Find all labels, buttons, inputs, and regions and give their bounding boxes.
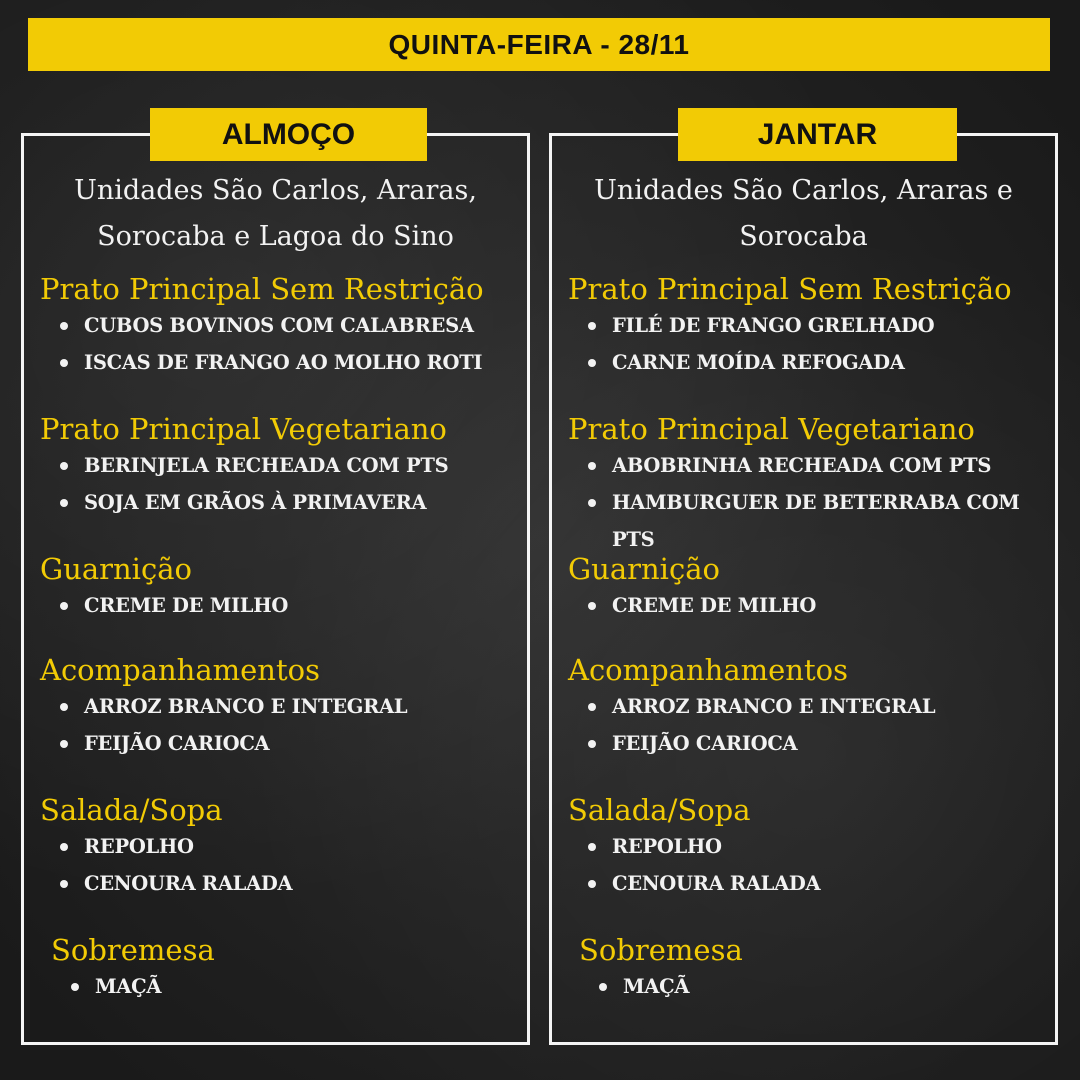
lunch-panel xyxy=(21,117,530,1045)
menu-item xyxy=(579,968,1045,1005)
menu-list xyxy=(40,447,517,521)
menu-item-label: BERINJELA RECHEADA COM PTS xyxy=(84,454,449,477)
section-title: Acompanhamentos xyxy=(568,653,848,687)
lunch-section-accompaniments xyxy=(40,652,517,762)
menu-item xyxy=(568,828,1045,865)
menu-item xyxy=(40,725,517,762)
date-title: QUINTA-FEIRA - 28/11 xyxy=(388,28,690,60)
lunch-units-line: Unidades São Carlos, Araras, xyxy=(74,175,477,206)
menu-item xyxy=(40,587,517,624)
dinner-section-side xyxy=(568,551,1045,624)
menu-item xyxy=(40,307,517,344)
dinner-units xyxy=(552,168,1055,260)
menu-item-label: CENOURA RALADA xyxy=(84,872,293,895)
menu-item xyxy=(568,447,1045,484)
menu-item-label: SOJA EM GRÃOS À PRIMAVERA xyxy=(84,491,427,514)
lunch-section-side xyxy=(40,551,517,624)
lunch-section-main xyxy=(40,271,517,381)
dinner-units-line: Unidades São Carlos, Araras e xyxy=(594,175,1013,206)
bullet-icon xyxy=(599,983,607,991)
section-title: Salada/Sopa xyxy=(40,793,223,827)
lunch-tab xyxy=(150,108,427,161)
section-title: Salada/Sopa xyxy=(568,793,751,827)
menu-list xyxy=(40,307,517,381)
menu-item-label: ABOBRINHA RECHEADA COM PTS xyxy=(612,454,992,477)
menu-list xyxy=(40,587,517,624)
menu-item-label: ARROZ BRANCO E INTEGRAL xyxy=(612,695,936,718)
menu-item xyxy=(40,828,517,865)
dinner-section-salad xyxy=(568,792,1045,902)
menu-item-label: CREME DE MILHO xyxy=(84,594,289,617)
bullet-icon xyxy=(60,462,68,470)
menu-item xyxy=(40,344,517,381)
dinner-panel xyxy=(549,117,1058,1045)
section-title: Guarnição xyxy=(40,552,192,586)
menu-list xyxy=(568,447,1045,558)
bullet-icon xyxy=(60,740,68,748)
dinner-section-main xyxy=(568,271,1045,381)
menu-item xyxy=(568,587,1045,624)
menu-list xyxy=(579,968,1045,1005)
menu-item xyxy=(568,688,1045,725)
section-title: Prato Principal Vegetariano xyxy=(40,412,447,446)
menu-item xyxy=(40,688,517,725)
bullet-icon xyxy=(588,703,596,711)
menu-item-label: MAÇÃ xyxy=(95,975,162,998)
bullet-icon xyxy=(588,880,596,888)
bullet-icon xyxy=(588,843,596,851)
menu-item-label: REPOLHO xyxy=(612,835,722,858)
bullet-icon xyxy=(60,602,68,610)
menu-list xyxy=(568,688,1045,762)
bullet-icon xyxy=(588,359,596,367)
lunch-section-salad xyxy=(40,792,517,902)
dinner-section-dessert xyxy=(579,932,1045,1005)
menu-item-label: HAMBURGUER DE BETERRABA COM PTS xyxy=(612,491,1020,551)
section-title: Guarnição xyxy=(568,552,720,586)
dinner-tab-label: JANTAR xyxy=(757,117,878,151)
menu-list xyxy=(40,828,517,902)
dinner-section-accompaniments xyxy=(568,652,1045,762)
menu-item-label: FILÉ DE FRANGO GRELHADO xyxy=(612,314,935,337)
menu-item-label: CREME DE MILHO xyxy=(612,594,817,617)
menu-item xyxy=(568,865,1045,902)
menu-list xyxy=(568,828,1045,902)
menu-item xyxy=(568,307,1045,344)
menu-item xyxy=(40,865,517,902)
menu-item xyxy=(568,344,1045,381)
menu-item xyxy=(40,484,517,521)
lunch-units xyxy=(24,168,527,260)
menu-item-label: MAÇÃ xyxy=(623,975,690,998)
menu-item-label: CUBOS BOVINOS COM CALABRESA xyxy=(84,314,474,337)
bullet-icon xyxy=(588,602,596,610)
menu-list xyxy=(40,688,517,762)
lunch-tab-label: ALMOÇO xyxy=(221,117,356,151)
bullet-icon xyxy=(60,322,68,330)
section-title: Prato Principal Vegetariano xyxy=(568,412,975,446)
bullet-icon xyxy=(60,880,68,888)
menu-list xyxy=(51,968,517,1005)
bullet-icon xyxy=(71,983,79,991)
bullet-icon xyxy=(60,499,68,507)
bullet-icon xyxy=(60,843,68,851)
dinner-units-line: Sorocaba xyxy=(739,221,868,252)
section-title: Prato Principal Sem Restrição xyxy=(40,272,484,306)
section-title: Sobremesa xyxy=(51,933,215,967)
menu-item-label: FEIJÃO CARIOCA xyxy=(84,732,270,755)
bullet-icon xyxy=(588,499,596,507)
menu-item xyxy=(568,484,1032,558)
menu-item-label: REPOLHO xyxy=(84,835,194,858)
menu-list xyxy=(568,307,1045,381)
lunch-section-dessert xyxy=(51,932,517,1005)
dinner-tab xyxy=(678,108,957,161)
menu-item-label: CARNE MOÍDA REFOGADA xyxy=(612,351,905,374)
menu-item-label: ISCAS DE FRANGO AO MOLHO ROTI xyxy=(84,351,483,374)
section-title: Prato Principal Sem Restrição xyxy=(568,272,1012,306)
bullet-icon xyxy=(60,359,68,367)
bullet-icon xyxy=(588,322,596,330)
section-title: Sobremesa xyxy=(579,933,743,967)
menu-item xyxy=(568,725,1045,762)
menu-item xyxy=(40,447,517,484)
lunch-units-line: Sorocaba e Lagoa do Sino xyxy=(97,221,454,252)
lunch-section-vegetarian xyxy=(40,411,517,521)
menu-item-label: ARROZ BRANCO E INTEGRAL xyxy=(84,695,408,718)
menu-item xyxy=(51,968,517,1005)
menu-list xyxy=(568,587,1045,624)
bullet-icon xyxy=(588,740,596,748)
section-title: Acompanhamentos xyxy=(40,653,320,687)
menu-item-label: CENOURA RALADA xyxy=(612,872,821,895)
bullet-icon xyxy=(588,462,596,470)
dinner-section-vegetarian xyxy=(568,411,1045,558)
bullet-icon xyxy=(60,703,68,711)
date-banner xyxy=(28,18,1050,71)
menu-item-label: FEIJÃO CARIOCA xyxy=(612,732,798,755)
